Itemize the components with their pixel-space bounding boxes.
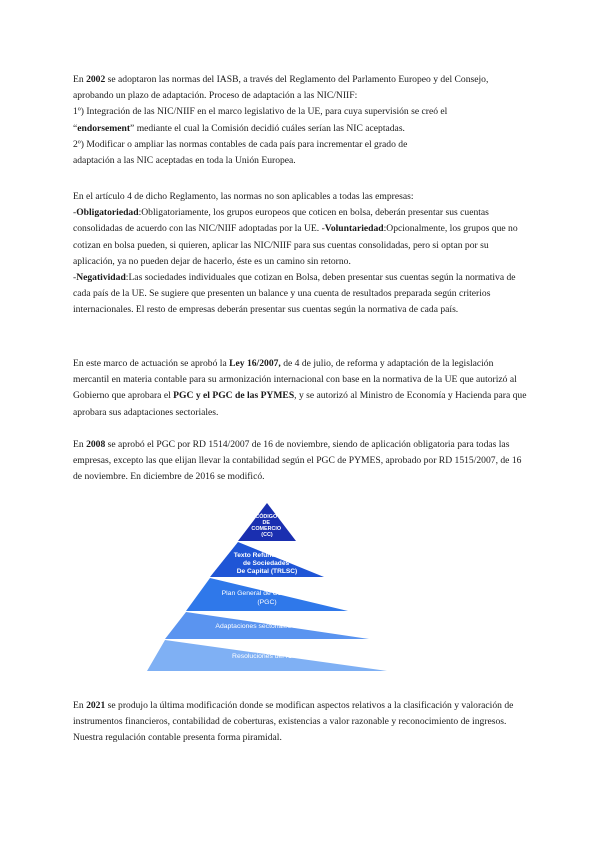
- year-2021: 2021: [86, 700, 106, 711]
- ley-16-2007: Ley 16/2007,: [229, 358, 281, 369]
- paragraph-articulo-4: En el artículo 4 de dicho Reglamento, las normas no son aplicables a todas las empresas: -Obligatoriedad:Obligatoriamente, los grupos europeos que coticen en bolsa, deberán presentar sus cuentas consolidadas de acuerdo con las NIC/NIIF adoptadas por la UE. -Voluntariedad:Opcionalmente, los grupos que no cotizan en bolsa pueden, si quieren, aplicar las NIC/NIIF para sus cuentas consolidadas, pero si optan por su aplicación, ya no pueden dejar de hacerlo, éste es un camino sin retorno. -Negatividad:Las sociedades individuales que cotizan en Bolsa, deben presentar sus cuentas según la normativa de cada país de la UE. Se sugiere que presenten un balance y una cuenta de resultados preparada según criterios internacionales. El resto de empresas deberán presentar sus cuentas según la normativa de cada país.: [73, 191, 518, 316]
- pgc-pymes: PGC y el PGC de las PYMES: [173, 390, 295, 402]
- paragraph-2002: En 2002 se adoptaron las normas del IASB, a través del Reglamento del Parlamento Europeo y del Consejo, aprobando un plazo de adaptación. Proceso de adaptación a las NIC/NIIF: 1º) Integración de las NIC/NIIF en el marco legislativo de la UE, para cuya supervisión se creó el “endorsement” mediante el cual la Comisión decidió cuáles serían las NIC aceptadas. 2º) Modificar o ampliar las normas contables de cada país para incrementar el grado de adaptación a las NIC aceptadas en toda la Unión Europea.: [73, 74, 489, 167]
- endorsement-term: endorsement: [77, 122, 131, 134]
- year-2002: 2002: [86, 74, 106, 85]
- pyramid-label-trlsc: Texto Refundido Ley de Sociedades De Capital (TRLSC): [233, 552, 299, 575]
- obligatoriedad-label: Obligatoriedad: [76, 207, 139, 219]
- paragraph-2021: En 2021 se produjo la última modificación donde se modifican aspectos relativos a la clasificación y valoración de instrumentos financieros, contabilidad de coberturas, existencias a valor razonable y reconocimiento de ingresos. Nuestra regulación contable presenta forma piramidal.: [73, 700, 514, 744]
- year-2008: 2008: [86, 439, 106, 450]
- pyramid-label-cc: CÓDIGO DE COMERCIO (CC): [251, 514, 282, 538]
- regulation-pyramid: [147, 503, 387, 673]
- pyramid-label-pgc: Plan General de Contabilidad (PGC): [221, 590, 311, 606]
- voluntariedad-label: Voluntariedad: [324, 223, 384, 235]
- pyramid-label-adaptaciones: Adaptaciones sectoriales del PGC: [215, 623, 319, 630]
- negatividad-label: Negatividad: [76, 272, 126, 284]
- paragraph-2008: En 2008 se aprobó el PGC por RD 1514/2007 de 16 de noviembre, siendo de aplicación obligatoria para todas las empresas, excepto las que elijan llevar la contabilidad según el PGC de PYMES, aprobado por RD 1515/2007, de 16 de noviembre. En diciembre de 2016 se modificó.: [73, 439, 522, 483]
- pyramid-label-icac: Resoluciones del ICAC: [232, 653, 302, 660]
- paragraph-ley-16-2007: En este marco de actuación se aprobó la Ley 16/2007, de 4 de julio, de reforma y adaptación de la legislación mercantil en materia contable para su armonización internacional con base en la normativa de la UE que autorizó al Gobierno que aprobara el PGC y el PGC de las PYMES, y se autorizó al Ministro de Economía y Hacienda para que aprobara sus adaptaciones sectoriales.: [73, 358, 527, 418]
